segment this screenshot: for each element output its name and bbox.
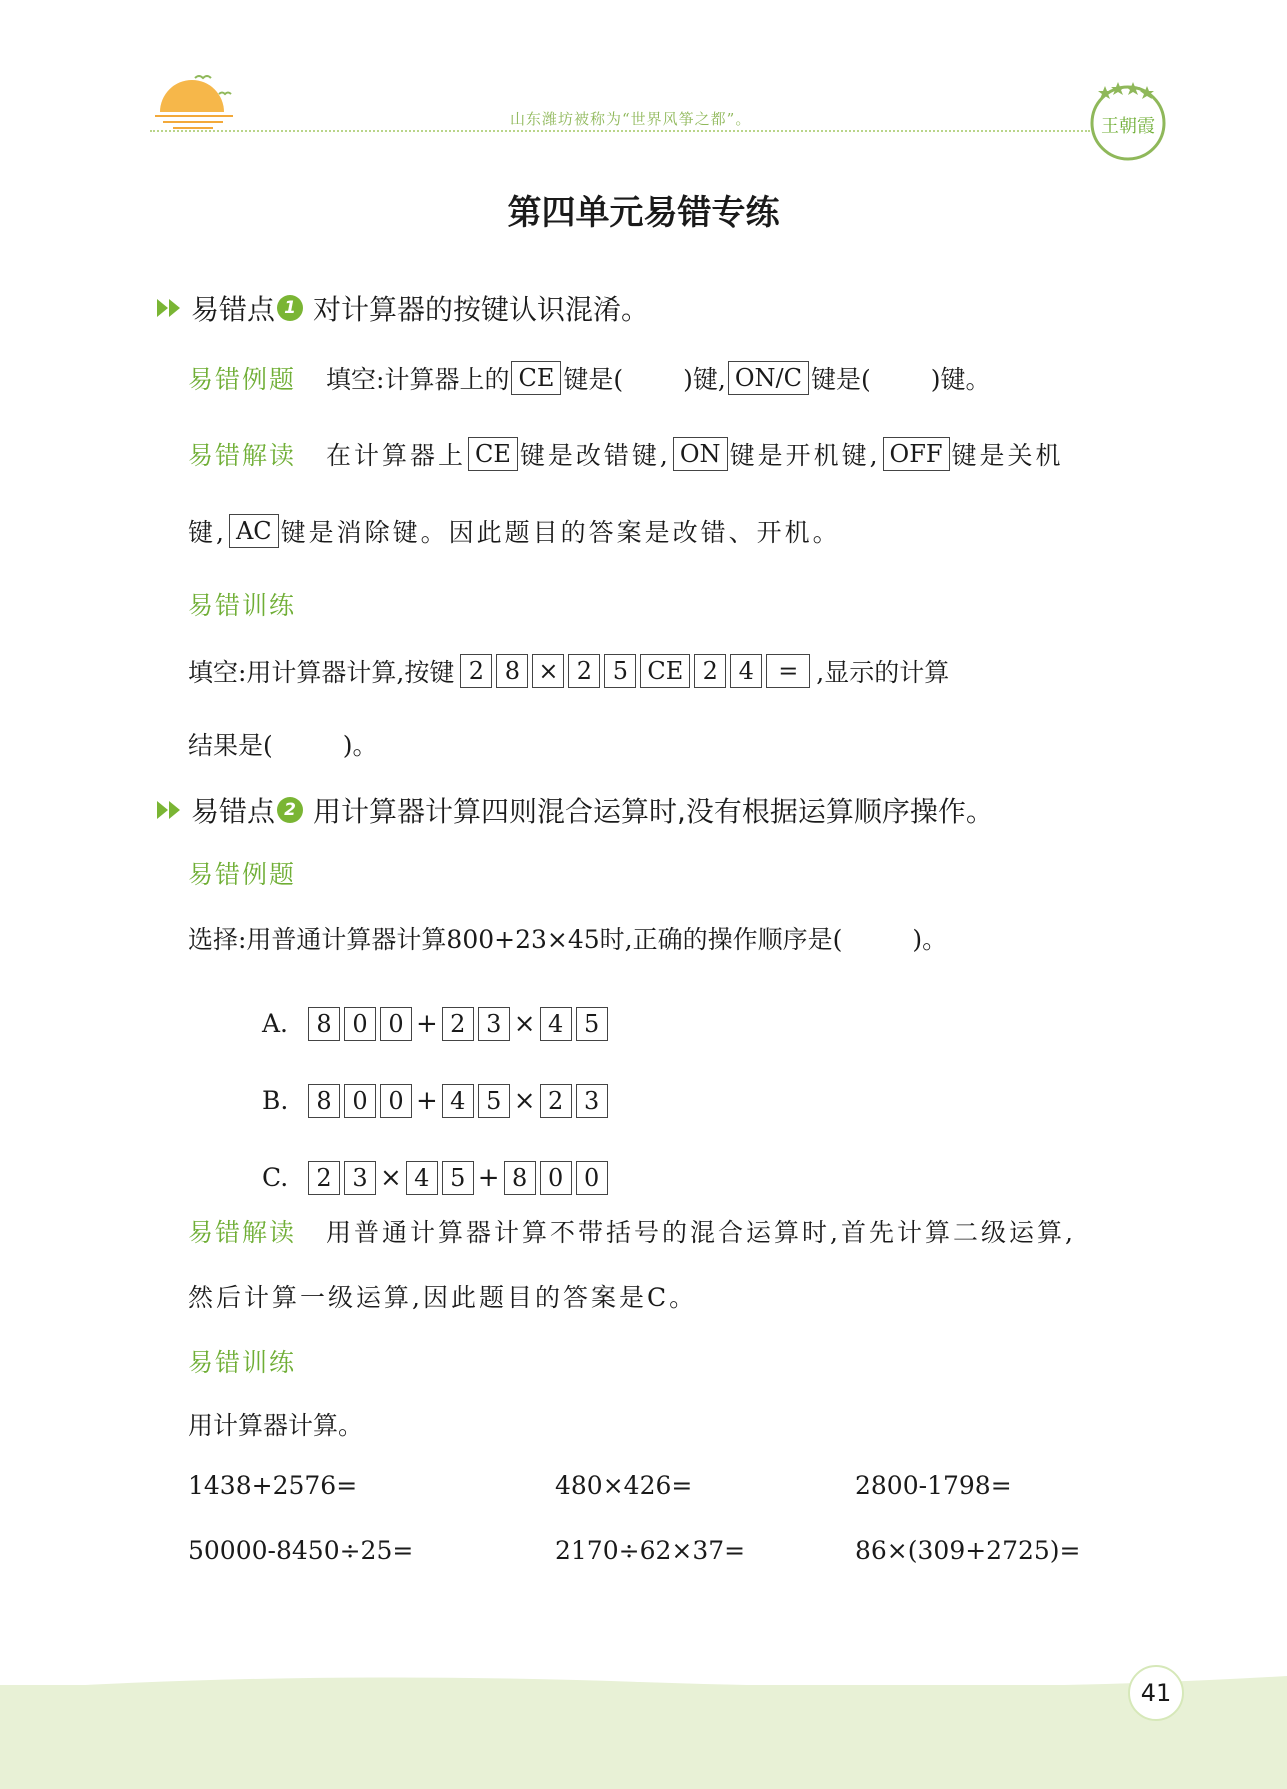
key-ce: CE [468, 437, 518, 471]
error-point-label: 易错点 [191, 293, 276, 326]
calculator-key: 8 [496, 654, 528, 688]
operator-symbol: × [380, 1162, 402, 1193]
calculator-key: 8 [308, 1084, 340, 1118]
explain-text: 键是开机键, [729, 441, 881, 470]
calculator-key: CE [640, 654, 690, 688]
calculator-key: × [532, 654, 564, 688]
calculator-key: 0 [380, 1084, 412, 1118]
explain-text: 用普通计算器计算不带括号的混合运算时,首先计算二级运算, [326, 1218, 1076, 1247]
training-text: 填空:用计算器计算,按键 [188, 658, 455, 687]
explain-1-line-2 [188, 513, 841, 549]
calculator-key: 3 [344, 1161, 376, 1195]
explain-2-line-1 [188, 1213, 1076, 1249]
choice-option [262, 985, 610, 1062]
example-1-line [188, 360, 990, 396]
problem: 50000-8450÷25= [188, 1536, 414, 1565]
calculator-key: 2 [540, 1084, 572, 1118]
calculator-key: 3 [576, 1084, 608, 1118]
calculator-key: 2 [460, 654, 492, 688]
calculator-key: 4 [442, 1084, 474, 1118]
training-2-heading [188, 1343, 296, 1379]
sun-logo-icon [155, 70, 235, 150]
question-text: )。 [912, 925, 948, 954]
error-point-title: 对计算器的按键认识混淆。 [313, 293, 650, 326]
operator-symbol: + [477, 1162, 500, 1193]
calculator-key: 3 [478, 1007, 510, 1041]
explain-text: 在计算器上 [326, 441, 467, 470]
calculator-key: 5 [478, 1084, 510, 1118]
calculator-key: 5 [442, 1161, 474, 1195]
training-text: )。 [342, 731, 378, 760]
operator-symbol: × [513, 1008, 536, 1039]
error-point-title: 用计算器计算四则混合运算时,没有根据运算顺序操作。 [313, 795, 994, 828]
badge-text: 王朝霞 [1101, 116, 1155, 137]
error-point-1-heading [155, 288, 649, 328]
calculator-key: 8 [308, 1007, 340, 1041]
choice-option [262, 1062, 610, 1139]
calculator-key: 5 [604, 654, 636, 688]
training-1-heading [188, 586, 296, 622]
brand-badge-icon [1085, 78, 1171, 164]
operator-symbol: × [513, 1085, 536, 1116]
training-text: ,显示的计算 [816, 658, 950, 687]
example-2-question [188, 920, 947, 956]
page-number: 41 [1128, 1665, 1184, 1721]
calculator-key: 0 [540, 1161, 572, 1195]
explain-text: 键是改错键, [519, 441, 671, 470]
footer-band [0, 1685, 1287, 1789]
calculator-key: 2 [442, 1007, 474, 1041]
explain-text: 键是消除键。因此题目的答案是改错、开机。 [280, 518, 841, 547]
calculator-key: 2 [694, 654, 726, 688]
explain-2-line-2 [188, 1278, 697, 1314]
subhead-training: 易错训练 [188, 591, 297, 620]
calculator-key: 0 [380, 1007, 412, 1041]
calculator-key: 4 [730, 654, 762, 688]
calculator-key: 8 [504, 1161, 536, 1195]
training-2-intro [188, 1406, 363, 1442]
error-point-label: 易错点 [191, 795, 276, 828]
training-1-line-1 [188, 653, 949, 689]
problem: 2170÷62×37= [555, 1536, 746, 1565]
option-label: C. [262, 1163, 289, 1192]
example-text: 填空:计算器上的 [326, 365, 510, 394]
training-text: 结果是( [188, 731, 273, 760]
key-ce: CE [511, 361, 561, 395]
subhead-explain: 易错解读 [188, 1218, 297, 1247]
problem: 2800-1798= [855, 1471, 1012, 1500]
error-point-number: 1 [277, 295, 303, 321]
header-divider [150, 130, 1090, 132]
error-point-number: 2 [277, 797, 303, 823]
example-2-heading [188, 855, 296, 891]
calculator-key: 0 [344, 1084, 376, 1118]
calculator-key: 4 [406, 1161, 438, 1195]
calculator-key: 0 [576, 1161, 608, 1195]
explain-text: 键, [188, 518, 227, 547]
subhead-training: 易错训练 [188, 1348, 297, 1377]
example-text: 键是( [563, 365, 624, 394]
calculator-key: 2 [308, 1161, 340, 1195]
key-on: ON [673, 437, 728, 471]
error-point-2-heading [155, 790, 994, 830]
explain-text: 然后计算一级运算,因此题目的答案是C。 [188, 1283, 698, 1312]
choice-options [262, 985, 610, 1216]
double-arrow-icon [155, 296, 185, 320]
double-arrow-icon [155, 798, 185, 822]
key-ac: AC [229, 514, 279, 548]
training-key-sequence [458, 654, 812, 688]
subhead-example: 易错例题 [188, 860, 297, 889]
explain-text: 键是关机 [951, 441, 1064, 470]
key-off: OFF [883, 437, 950, 471]
key-on-c: ON/C [728, 361, 809, 395]
choice-option [262, 1139, 610, 1216]
explain-1-line-1 [188, 436, 1064, 472]
calculator-key: 5 [576, 1007, 608, 1041]
calculator-key: 4 [540, 1007, 572, 1041]
training-1-line-2 [188, 726, 378, 762]
subhead-explain: 易错解读 [188, 441, 297, 470]
question-text: 选择:用普通计算器计算800+23×45时,正确的操作顺序是( [188, 925, 843, 954]
subhead-example: 易错例题 [188, 365, 297, 394]
training-text: 用计算器计算。 [188, 1411, 364, 1440]
example-text: )键。 [930, 365, 991, 394]
example-text: 键是( [810, 365, 871, 394]
problem: 1438+2576= [188, 1471, 358, 1500]
option-label: A. [262, 1009, 289, 1038]
calculator-key: 0 [344, 1007, 376, 1041]
operator-symbol: + [416, 1008, 438, 1039]
example-text: )键, [683, 365, 726, 394]
option-label: B. [262, 1086, 289, 1115]
page-title: 第四单元易错专练 [507, 193, 780, 233]
operator-symbol: + [416, 1085, 438, 1116]
calculator-key: = [766, 654, 810, 688]
problem: 86×(309+2725)= [855, 1536, 1081, 1565]
problem: 480×426= [555, 1471, 693, 1500]
header-motto: 山东潍坊被称为“世界风筝之都”。 [510, 110, 752, 128]
calculator-key: 2 [568, 654, 600, 688]
